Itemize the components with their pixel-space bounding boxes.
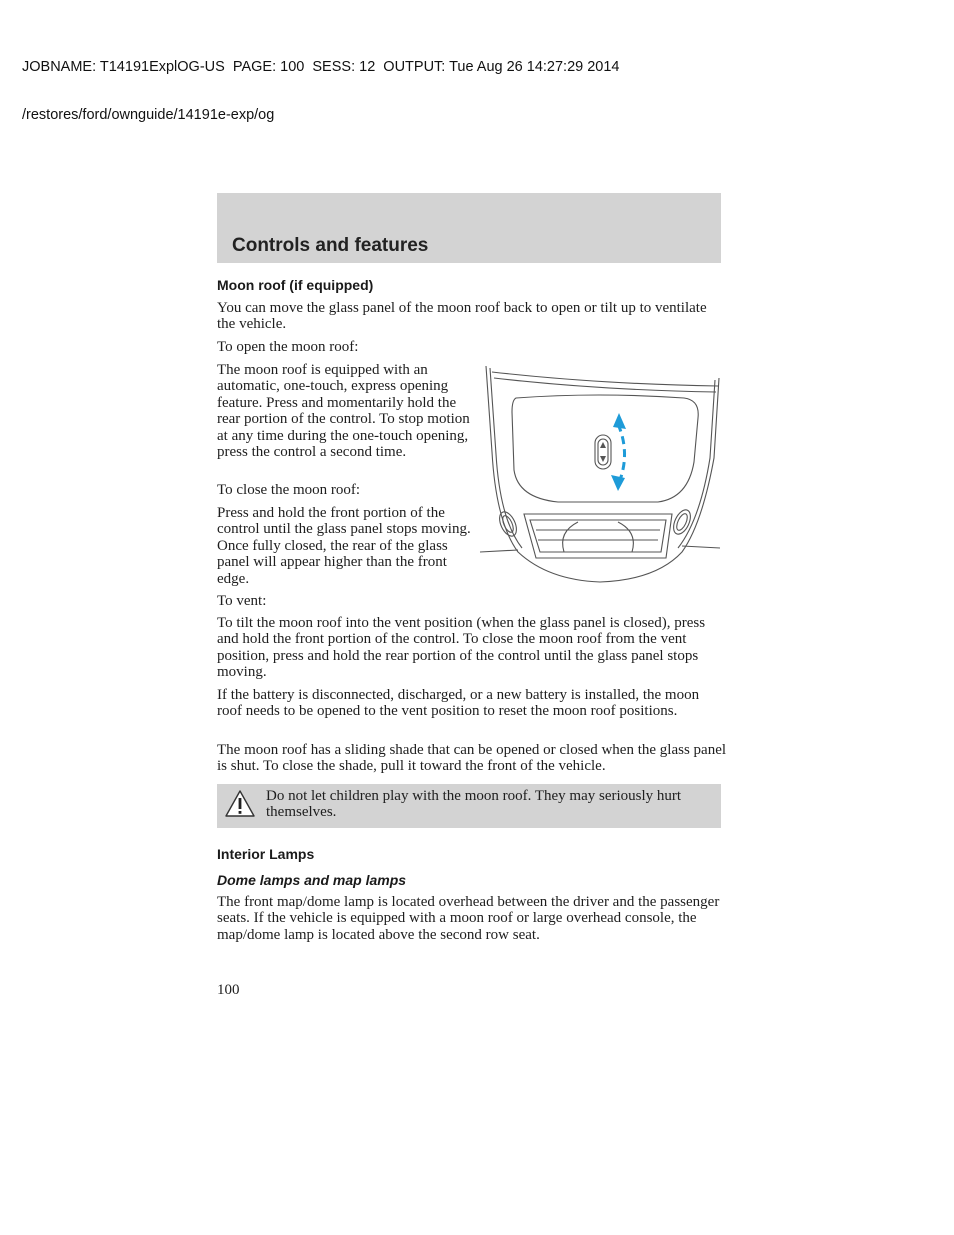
section-header-band [217,193,721,263]
warning-text: Do not let children play with the moon roof. They may seriously hurt themselves. [266,788,682,821]
page-number: 100 [217,982,240,998]
moonroof-intro: You can move the glass panel of the moon roof back to open or tilt up to ventilate the vehicle. [217,300,707,333]
interior-lamps-text: The front map/dome lamp is located overhead between the driver and the passenger seats. If the vehicle is equipped with a moon roof or large overhead console, the map/dome lamp is located above the second row seat. [217,894,720,943]
job-header-line: JOBNAME: T14191ExplOG-US PAGE: 100 SESS: 12 OUTPUT: Tue Aug 26 14:27:29 2014 [22,59,620,75]
vent-text: To tilt the moon roof into the vent position (when the glass panel is closed), press and hold the front portion of the control. To close the moon roof from the vent position, press and hold the rear portion of the control until the glass panel stops moving. [217,615,706,681]
moonroof-heading: Moon roof (if equipped) [217,277,374,293]
job-header [22,27,620,139]
job-path-line: /restores/ford/ownguide/14191e-exp/og [22,107,275,123]
warning-triangle-icon [224,789,256,824]
interior-lamps-heading: Interior Lamps [217,846,315,862]
shade-text: The moon roof has a sliding shade that can be opened or closed when the glass panel is shut. To close the shade, pull it toward the front of the vehicle. [217,742,727,775]
warning-box [217,784,721,828]
close-text: Press and hold the front portion of the control until the glass panel stops moving. Once fully closed, the rear of the glass panel will appear higher than the front edge. [217,505,471,587]
battery-text: If the battery is disconnected, discharged, or a new battery is installed, the moon roof needs to be opened to the vent position to reset the moon roof positions. [217,687,700,720]
section-title: Controls and features [232,235,429,256]
open-label: To open the moon roof: [217,339,359,355]
open-text: The moon roof is equipped with an automatic, one-touch, express opening feature. Press and momentarily hold the rear portion of the control. To stop motion at any time during the one-touch opening, press the control a second time. [217,362,470,461]
vent-label: To vent: [217,593,267,609]
close-label: To close the moon roof: [217,482,361,498]
moonroof-control-illustration [478,362,722,599]
dome-lamps-subheading: Dome lamps and map lamps [217,872,407,888]
